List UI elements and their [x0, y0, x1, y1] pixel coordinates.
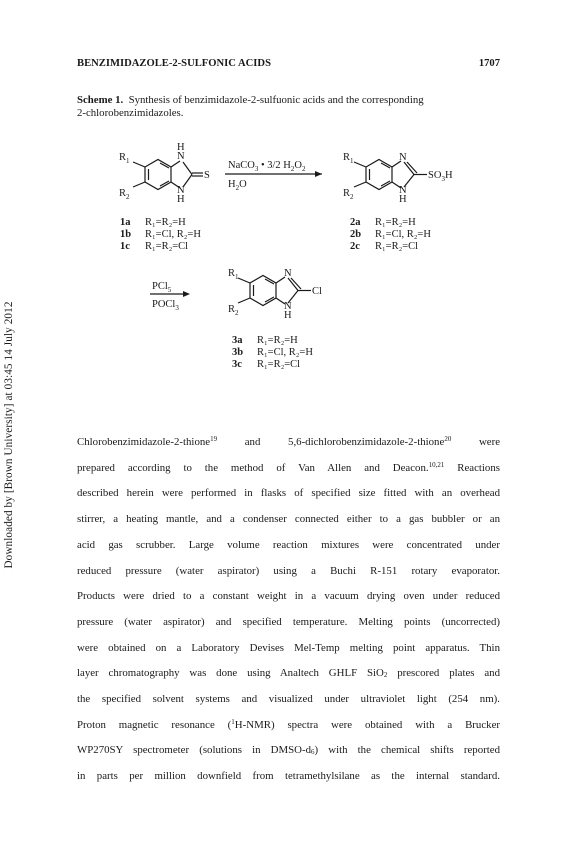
c3-h-bottom: H [284, 310, 292, 321]
c2-so3h: $SO_3H$ [428, 170, 453, 183]
svg-text:2aR₁=R₂=H: 2a R₁=R₂=H [350, 217, 416, 228]
c2-r1: $R_1$ [343, 152, 354, 165]
body-line-6: reduced pressure (water aspirator) using a Buchi R-151 rotary evaporator. [77, 564, 500, 577]
body-line-1: Chlorobenzimidazole-2-thione$^{19}$ and 5,6-dichlorobenzimidazole-2-thione$^{20}$ were [77, 435, 501, 448]
body-line-11: the specified solvent systems and visualized under ultraviolet light (254 nm). [77, 693, 500, 706]
caption-line-1: Synthesis of benzimidazole-2-sulfuonic acids and the corresponding [128, 94, 424, 106]
body-line-7: Products were dried to a constant weight in a vacuum drying oven under reduced [77, 590, 500, 603]
svg-text:3aR₁=R₂=H: 3a R₁=R₂=H [232, 335, 298, 346]
c2-r2: $R_2$ [343, 188, 354, 201]
c1-s: S [204, 170, 210, 181]
caption-label: Scheme 1. [77, 94, 124, 106]
body-line-12: Proton magnetic resonance ($^1$H-NMR) spectra were obtained with a Brucker [77, 717, 501, 731]
c2-h-bottom: H [399, 194, 407, 205]
reagent-top: NaCO$_3$ • 3/2 $H_2O_2$ [228, 160, 306, 173]
reagent-pocl3: POCl$_3$ [152, 299, 179, 312]
svg-text:3cR₁=R₂=Cl: 3c R₁=R₂=Cl [232, 359, 301, 370]
reagent-bottom: $H_2O$ [228, 179, 247, 192]
c1-h-bottom: H [177, 194, 185, 205]
compound-1-structure [133, 160, 203, 190]
reagent-pcl5: PCl$_5$ [152, 281, 172, 294]
svg-text:1cR₁=R₂=Cl: 1c R₁=R₂=Cl [120, 241, 189, 252]
svg-text:1bR₁=Cl, R₂=H: 1b R₁=Cl, R₂=H [120, 229, 201, 240]
compound-2-labels [350, 217, 431, 252]
c3-r2: $R_2$ [228, 304, 239, 317]
svg-text:2cR₁=R₂=Cl: 2c R₁=R₂=Cl [350, 241, 419, 252]
c1-r1: $R_1$ [119, 152, 130, 165]
body-line-3: described herein were performed in flasks of specified size fitted with an overhead [77, 487, 500, 500]
svg-text:1aR₁=R₂=H: 1a R₁=R₂=H [120, 217, 186, 228]
body-line-8: pressure (water aspirator) and specified temperature. Melting points (uncorrected) [77, 615, 500, 628]
compound-1-labels [120, 217, 201, 252]
c1-r2: $R_2$ [119, 188, 130, 201]
c3-n-top: N [284, 268, 292, 279]
c2-n-bottom: N [399, 185, 407, 196]
body-line-4: stirrer, a heating mantle, and a condenser connected either to a gas bubbler or an [77, 513, 500, 526]
c3-r1: $R_1$ [228, 268, 239, 281]
c3-n-bottom: N [284, 301, 292, 312]
body-line-2: prepared according to the method of Van Allen and Deacon.$^{10,21}$ Reactions [77, 460, 500, 474]
header-title: BENZIMIDAZOLE-2-SULFONIC ACIDS [77, 58, 271, 69]
c2-n-top: N [399, 152, 407, 163]
svg-text:2bR₁=Cl, R₂=H: 2b R₁=Cl, R₂=H [350, 229, 431, 240]
c1-n-top: N [177, 151, 185, 162]
c1-h-top: H [177, 142, 185, 153]
download-note: Downloaded by [Brown University] at 03:45 14 July 2012 [3, 301, 15, 569]
page-number: 1707 [478, 58, 500, 69]
body-line-14: in parts per million downfield from tetramethylsilane as the internal standard. [77, 770, 500, 783]
body-line-9: were obtained on a Laboratory Devises Mel-Temp melting point apparatus. Thin [77, 641, 500, 654]
body-line-5: acid gas scrubber. Large volume reaction mixtures were concentrated under [77, 538, 500, 551]
body-line-13: WP270SY spectrometer (solutions in DMSO-$d_6$) with the chemical shifts reported [77, 744, 500, 757]
c3-cl: Cl [312, 286, 322, 297]
body-line-10: layer chromatography was done using Analtech GHLF SiO$_2$ prescored plates and [77, 667, 501, 680]
experimental-paragraph [77, 430, 500, 790]
svg-text:3bR₁=Cl, R₂=H: 3b R₁=Cl, R₂=H [232, 347, 313, 358]
c1-n-bottom: N [177, 185, 185, 196]
compound-3-labels [232, 335, 313, 370]
caption-line-2: 2-chlorobenzimidazoles. [77, 106, 184, 119]
compound-2-structure [354, 160, 427, 190]
compound-3-structure [238, 276, 311, 306]
